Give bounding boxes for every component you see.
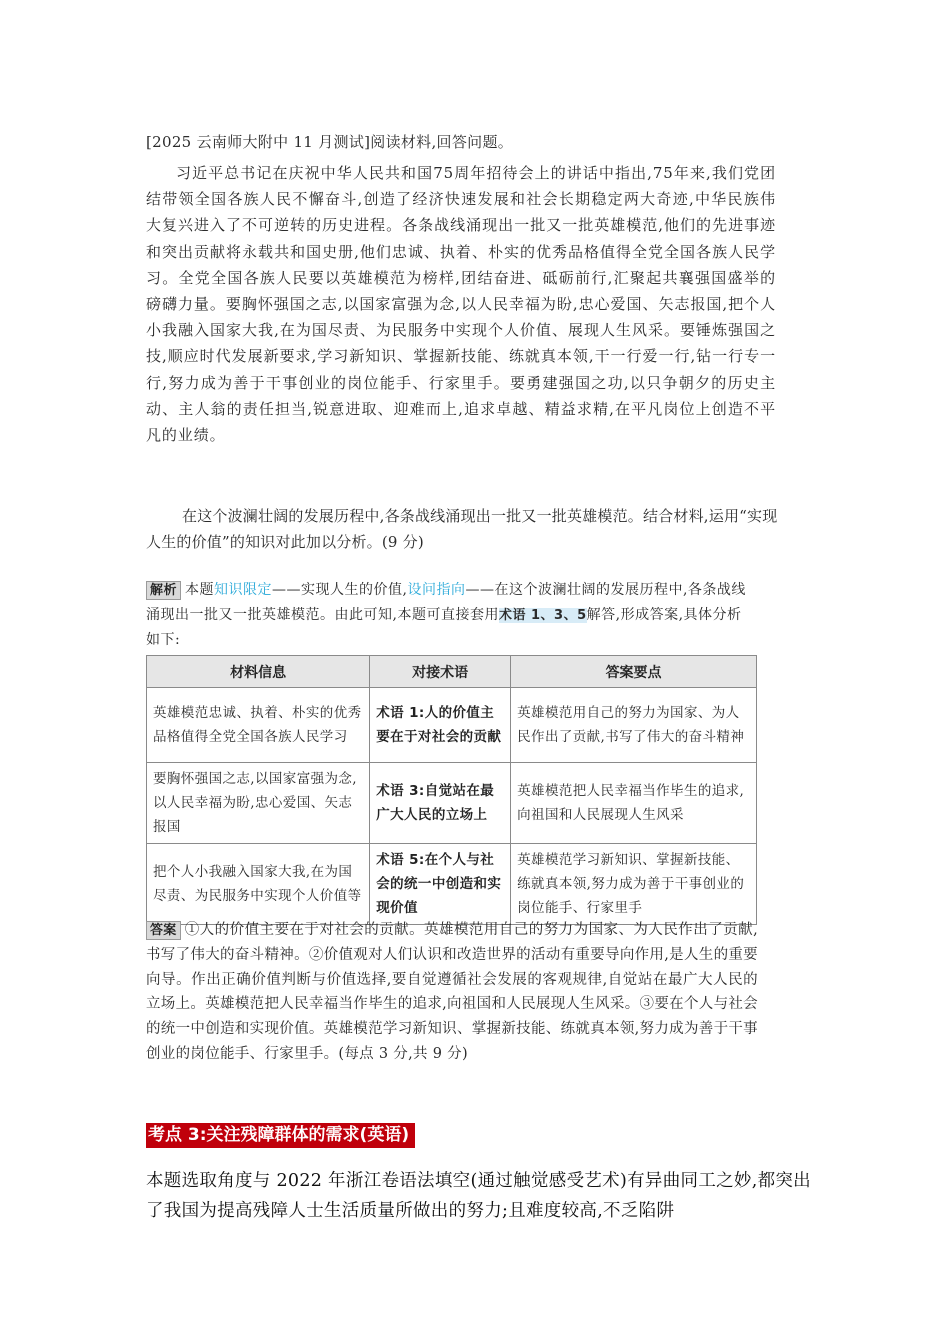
cell-answer-point: 英雄模范用自己的努力为国家、为人民作出了贡献,书写了伟大的奋斗精神 (511, 688, 757, 763)
analysis-paragraph (146, 578, 756, 653)
answer-text: ①人的价值主要在于对社会的贡献。英雄模范用自己的努力为国家、为人民作出了贡献,书写了伟大的奋斗精神。②价值观对人们认识和改造世界的活动有重要导向作用,是人生的重要向导。作出正确价值判断与价值选择,要自觉遵循社会发展的客观规律,自觉站在最广大人民的立场上。英雄模范把人民幸福当作毕生的追求,向祖国和人民展现人生风采。③要在个人与社会的统一中创造和实现价值。英雄模范学习新知识、掌握新技能、练就真本领,努力成为善于干事创业的岗位能手、行家里手。(每点 3 分,共 9 分) (146, 922, 758, 1062)
table-row (147, 844, 757, 925)
cell-matched-term: 术语 3:自觉站在最广大人民的立场上 (370, 763, 511, 844)
header-answer-points: 答案要点 (511, 656, 757, 688)
section-intro (146, 1166, 826, 1226)
question-text: 在这个波澜壮阔的发展历程中,各条战线涌现出一批又一批英雄模范。结合材料,运用“实现人生的价值”的知识对此加以分析。(9 分) (146, 507, 778, 551)
material-paragraph: 习近平总书记在庆祝中华人民共和国75周年招待会上的讲话中指出,75年来,我们党团结带领全国各族人民不懈奋斗,创造了经济快速发展和社会长期稳定两大奇迹,中华民族伟大复兴进入了不可逆转的历史进程。各条战线涌现出一批又一批英雄模范,他们的先进事迹和突出贡献将永载共和国史册,他们忠诚、执着、朴实的优秀品格值得全党全国各族人民学习。全党全国各族人民要以英雄模范为榜样,团结奋进、砥砺前行,汇聚起共襄强国盛举的磅礴力量。要胸怀强国之志,以国家富强为念,以人民幸福为盼,忠心爱国、矢志报国,把个人小我融入国家大我,在为国尽责、为民服务中实现个人价值、展现人生风采。要锤炼强国之技,顺应时代发展新要求,学习新知识、掌握新技能、练就真本领,干一行爱一行,钻一行专一行,努力成为善于干事创业的岗位能手、行家里手。要勇建强国之功,以只争朝夕的历史主动、主人翁的责任担当,锐意进取、迎难而上,追求卓越、精益求精,在平凡岗位上创造不平凡的业绩。 (146, 164, 776, 445)
header-matched-term: 对接术语 (370, 656, 511, 688)
cell-answer-point: 英雄模范把人民幸福当作毕生的追求,向祖国和人民展现人生风采 (511, 763, 757, 844)
intro-paragraph: 本题选取角度与 2022 年浙江卷语法填空(通过触觉感受艺术)有异曲同工之妙,都突出了我国为提高残障人士生活质量所做出的努力;且难度较高,不乏陷阱 (146, 1171, 811, 1221)
cell-matched-term: 术语 5:在个人与社会的统一中创造和实现价值 (370, 844, 511, 925)
table-row (147, 688, 757, 763)
terms-highlight: 术语 1、3、5 (498, 607, 587, 623)
table-header-row (147, 656, 757, 688)
question-source: [2025 云南师大附中 11 月测试]阅读材料,回答问题。 (146, 133, 514, 151)
cell-matched-term: 术语 1:人的价值主要在于对社会的贡献 (370, 688, 511, 763)
cell-material-info: 要胸怀强国之志,以国家富强为念,以人民幸福为盼,忠心爱国、矢志报国 (147, 763, 370, 844)
cell-material-info: 英雄模范忠诚、执着、朴实的优秀品格值得全党全国各族人民学习 (147, 688, 370, 763)
answer-paragraph (146, 918, 758, 1067)
cell-answer-point: 英雄模范学习新知识、掌握新技能、练就真本领,努力成为善于干事创业的岗位能手、行家里手 (511, 844, 757, 925)
analysis-section (146, 578, 756, 653)
analysis-text-2: ——实现人生的价值, (272, 582, 408, 598)
analysis-text-4: 解答,形成答案,具体分析如下: (146, 606, 742, 649)
reading-material (146, 160, 776, 448)
section-heading: 考点 3:关注残障群体的需求(英语) (146, 1123, 415, 1148)
analysis-tag: 解析 (146, 581, 181, 600)
analysis-text-3: ——在这个波澜壮阔的发展历程中,各条战线涌现出一批又一批英雄模范。由此可知,本题可直接套用 (146, 582, 746, 623)
answer-tag: 答案 (146, 921, 181, 940)
question-prompt (146, 503, 778, 555)
analysis-table (146, 655, 757, 925)
cell-material-info: 把个人小我融入国家大我,在为国尽责、为民服务中实现个人价值等 (147, 844, 370, 925)
analysis-text-1: 本题 (185, 582, 215, 598)
table-row (147, 763, 757, 844)
knowledge-limit-keyword: 知识限定 (214, 582, 273, 598)
answer-section (146, 918, 758, 1067)
question-direction-keyword: 设问指向 (407, 582, 466, 598)
header-material-info: 材料信息 (147, 656, 370, 688)
